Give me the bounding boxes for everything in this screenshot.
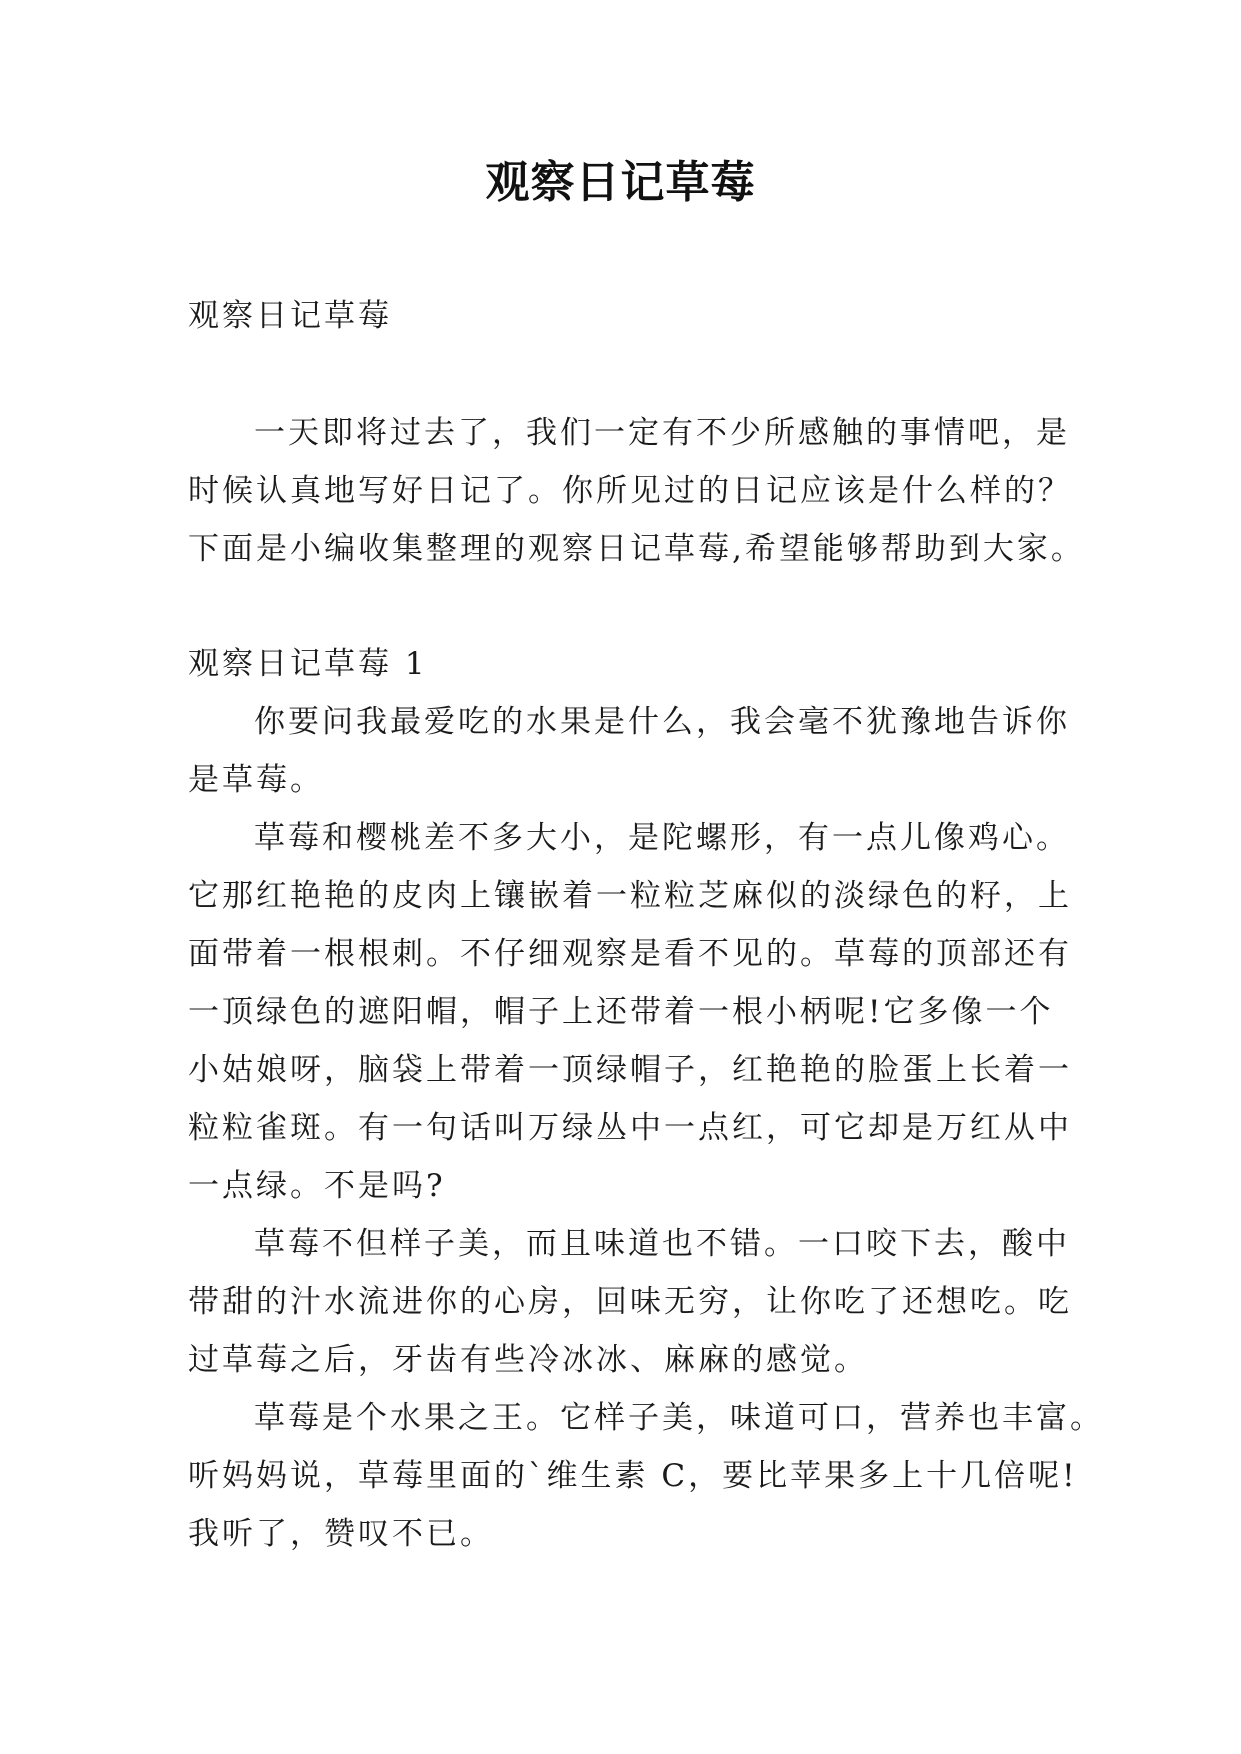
paragraph-3-line: 带甜的汁水流进你的心房，回味无穷，让你吃了还想吃。吃 [188, 1284, 1072, 1320]
document-title: 观察日记草莓 [485, 157, 756, 208]
document-subtitle [188, 287, 1058, 345]
paragraph-3-line: 过草莓之后，牙齿有些冷冰冰、麻麻的感觉。 [188, 1342, 868, 1378]
body-text [188, 693, 1104, 1563]
intro-line: 一天即将过去了，我们一定有不少所感触的事情吧，是 [254, 415, 1070, 451]
paragraph-1-line: 是草莓。 [188, 762, 324, 798]
subtitle-text: 观察日记草莓 [188, 298, 392, 334]
paragraph-2-line: 面带着一根根刺。不仔细观察是看不见的。草莓的顶部还有 [188, 936, 1072, 972]
section-heading-text: 观察日记草莓 1 [188, 646, 428, 682]
intro-line: 下面是小编收集整理的观察日记草莓,希望能够帮助到大家。 [188, 531, 1085, 567]
paragraph-2-line: 一顶绿色的遮阳帽，帽子上还带着一根小柄呢!它多像一个 [188, 994, 1054, 1030]
paragraph-3-line: 草莓不但样子美，而且味道也不错。一口咬下去，酸中 [254, 1226, 1070, 1262]
paragraph-4-line: 我听了，赞叹不已。 [188, 1516, 494, 1552]
paragraph-2-line: 一点绿。不是吗? [188, 1168, 446, 1204]
paragraph-2-line: 小姑娘呀，脑袋上带着一顶绿帽子，红艳艳的脸蛋上长着一 [188, 1052, 1072, 1088]
paragraph-2-line: 粒粒雀斑。有一句话叫万绿丛中一点红，可它却是万红从中 [188, 1110, 1072, 1146]
paragraph-4-line: 草莓是个水果之王。它样子美，味道可口，营养也丰富。 [254, 1400, 1104, 1436]
paragraph-2-line: 草莓和樱桃差不多大小，是陀螺形，有一点儿像鸡心。 [254, 820, 1070, 856]
section-heading [188, 635, 1058, 693]
paragraph-1-line: 你要问我最爱吃的水果是什么，我会毫不犹豫地告诉你 [254, 704, 1070, 740]
intro-line: 时候认真地写好日记了。你所见过的日记应该是什么样的？ [188, 473, 1072, 509]
paragraph-2-line: 它那红艳艳的皮肉上镶嵌着一粒粒芝麻似的淡绿色的籽，上 [188, 878, 1072, 914]
intro-paragraph [188, 404, 1085, 578]
paragraph-4-line: 听妈妈说，草莓里面的`维生素 C，要比苹果多上十几倍呢! [188, 1458, 1078, 1494]
